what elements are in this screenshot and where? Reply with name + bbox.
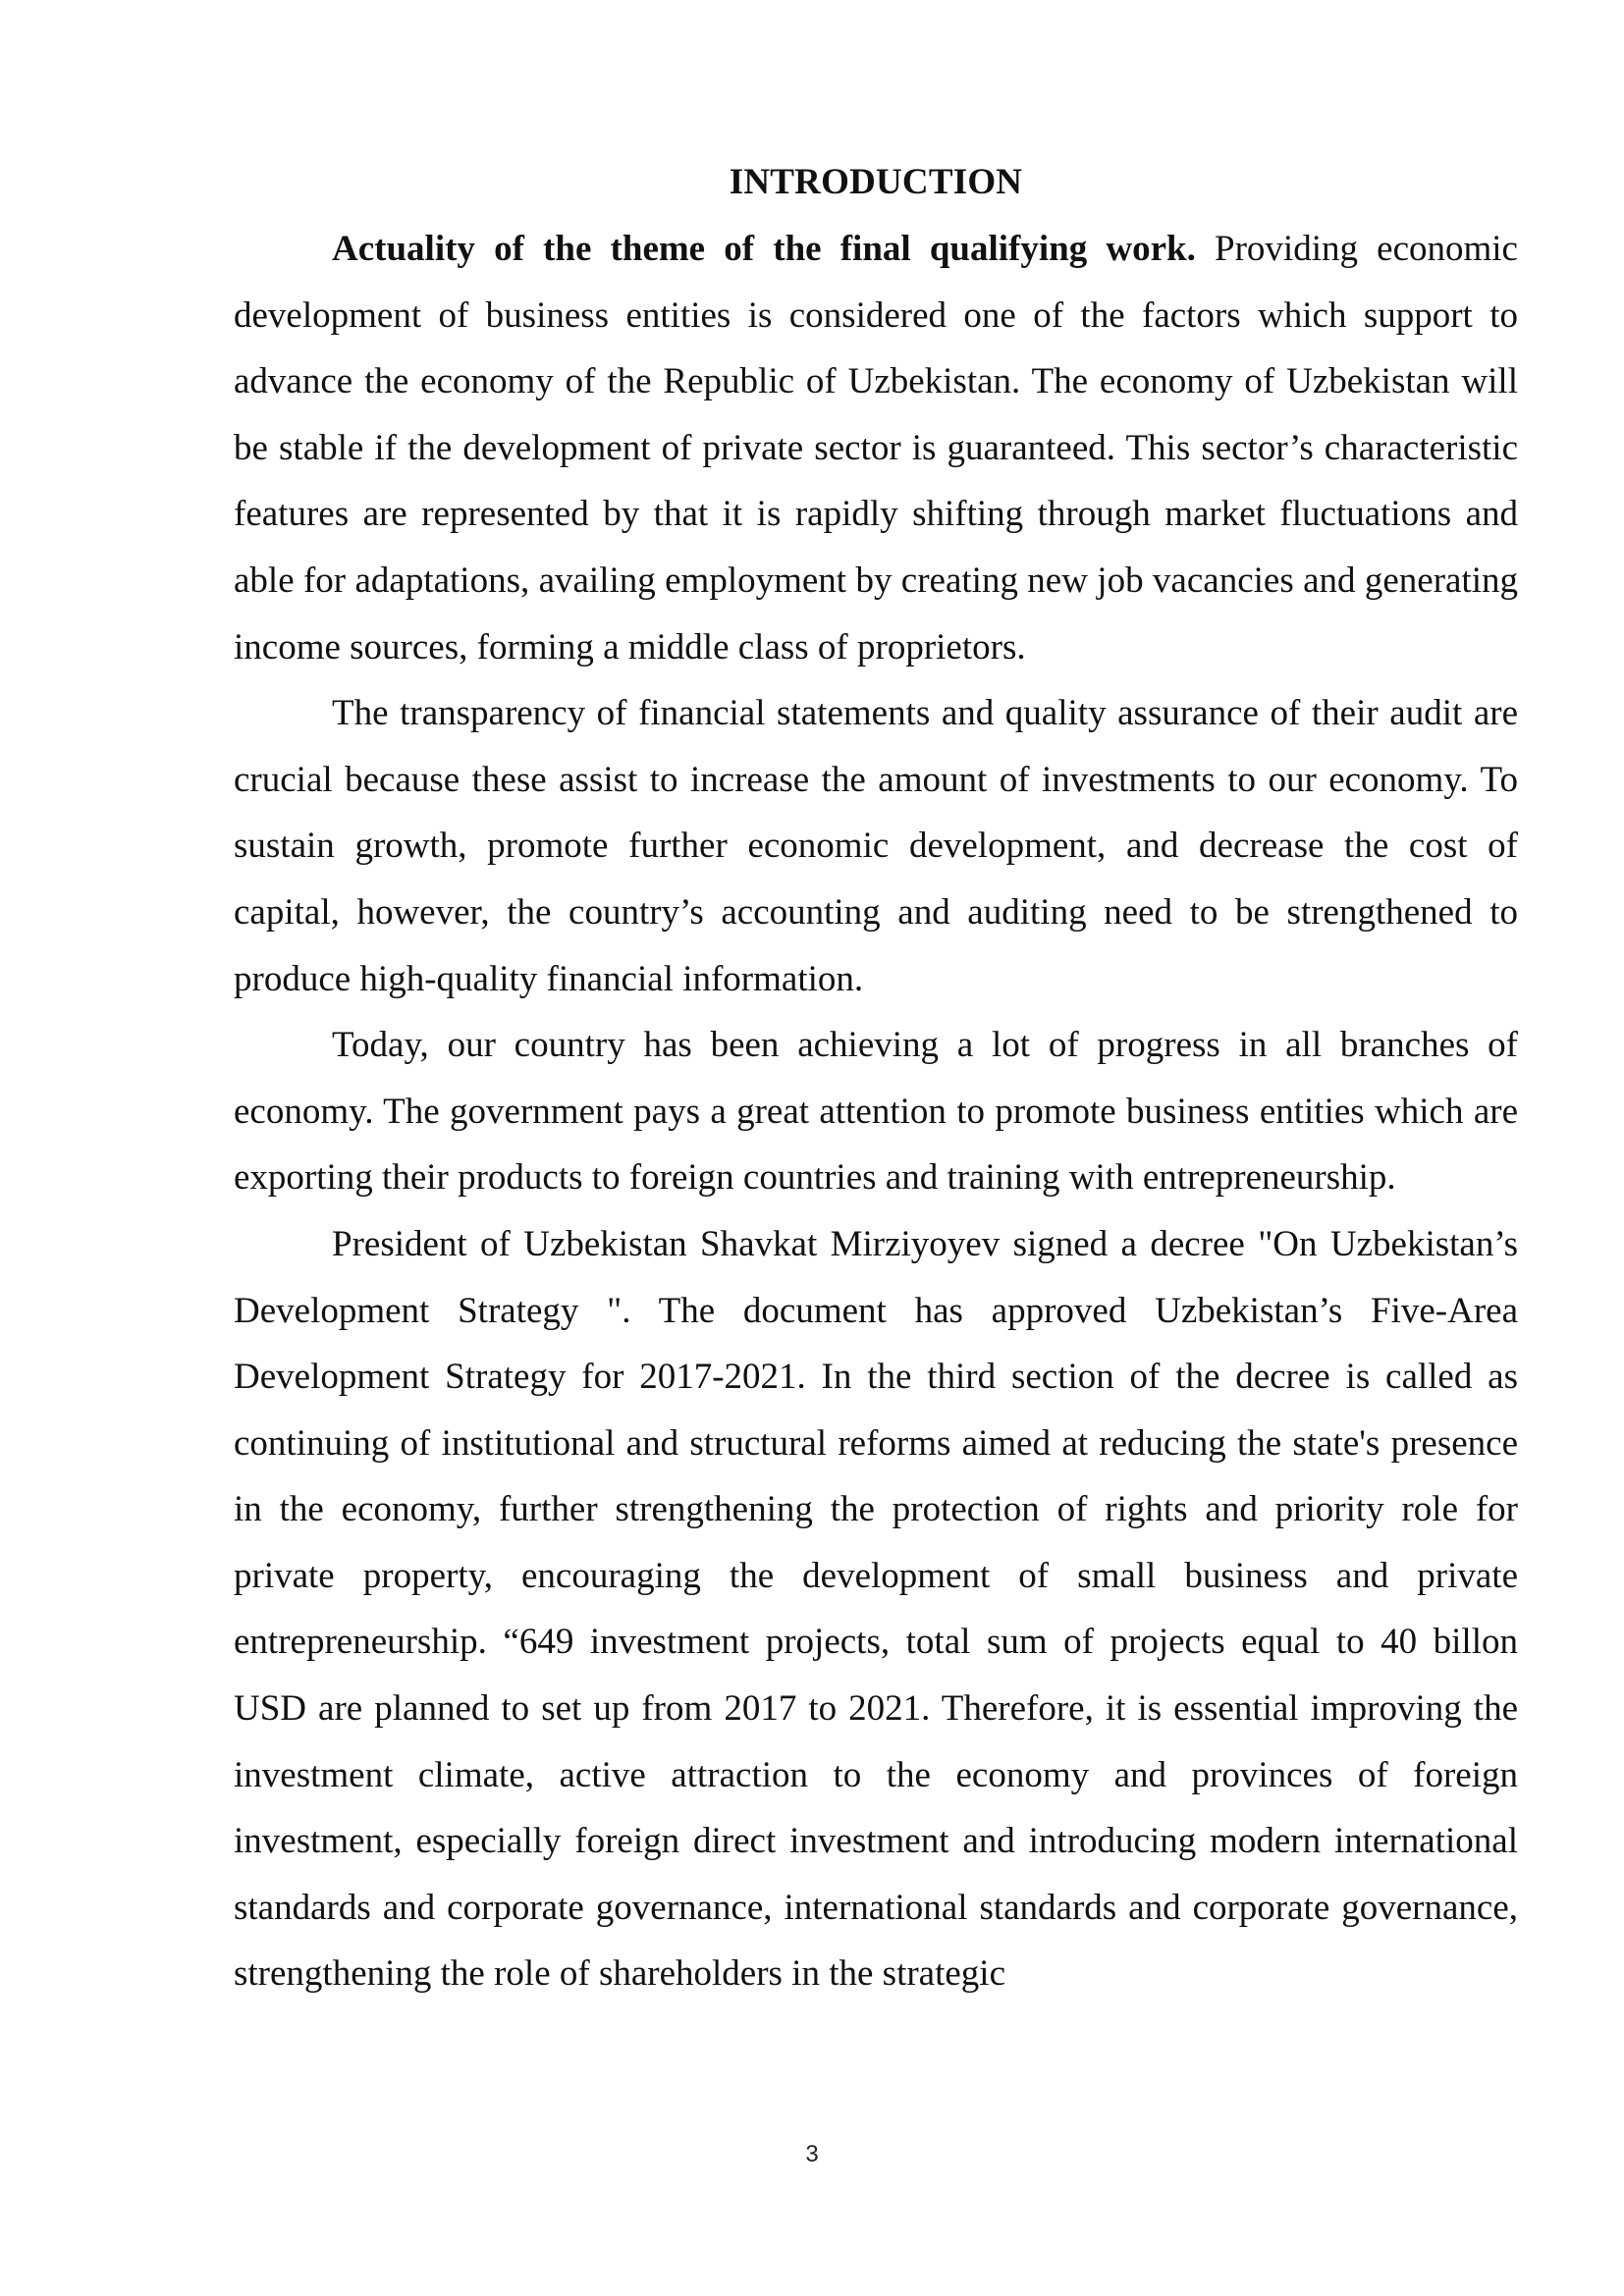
paragraph-progress: Today, our country has been achieving a lot of progress in all branches of economy. The government pays a great attention to promote business entities which are exporting their products to foreign countries and training with entrepreneurship.: [234, 1025, 1518, 1199]
paragraph-decree: President of Uzbekistan Shavkat Mirziyoyev signed a decree "On Uzbekistan’s Development Strategy ". The document has approved Uzbekistan’s Five-Area Development Strategy for 2017-2021. In the third section of the decree is called as continuing of institutional and structural reforms aimed at reducing the state's presence in the economy, further strengthening the protection of rights and priority role for private property, encouraging the development of small business and private entrepreneurship. “649 investment projects, total sum of projects equal to 40 billon USD are planned to set up from 2017 to 2021. Therefore, it is essential improving the investment climate, active attraction to the economy and provinces of foreign investment, especially foreign direct investment and introducing modern international standards and corporate governance, international standards and corporate governance, strengthening the role of shareholders in the strategic: [234, 1223, 1518, 1995]
paragraph-actuality: [234, 216, 1518, 680]
section-heading: INTRODUCTION: [729, 162, 1023, 202]
paragraph-text: Providing economic development of business entities is considered one of the factors which support to advance the economy of the Republic of Uzbekistan. The economy of Uzbekistan will be stable if the development of private sector is guaranteed. This sector’s characteristic features are represented by that it is rapidly shifting through market fluctuations and able for adaptations, availing employment by creating new job vacancies and generating income sources, forming a middle class of proprietors.: [234, 229, 1518, 667]
page-content: [234, 149, 1518, 2007]
paragraph-lead-bold: Actuality of the theme of the final qualifying work.: [332, 229, 1196, 269]
page-number: 3: [805, 2141, 819, 2167]
paragraph-transparency: The transparency of financial statements and quality assurance of their audit are crucial because these assist to increase the amount of investments to our economy. To sustain growth, promote further economic development, and decrease the cost of capital, however, the country’s accounting and auditing need to be strengthened to produce high-quality financial information.: [234, 693, 1518, 999]
